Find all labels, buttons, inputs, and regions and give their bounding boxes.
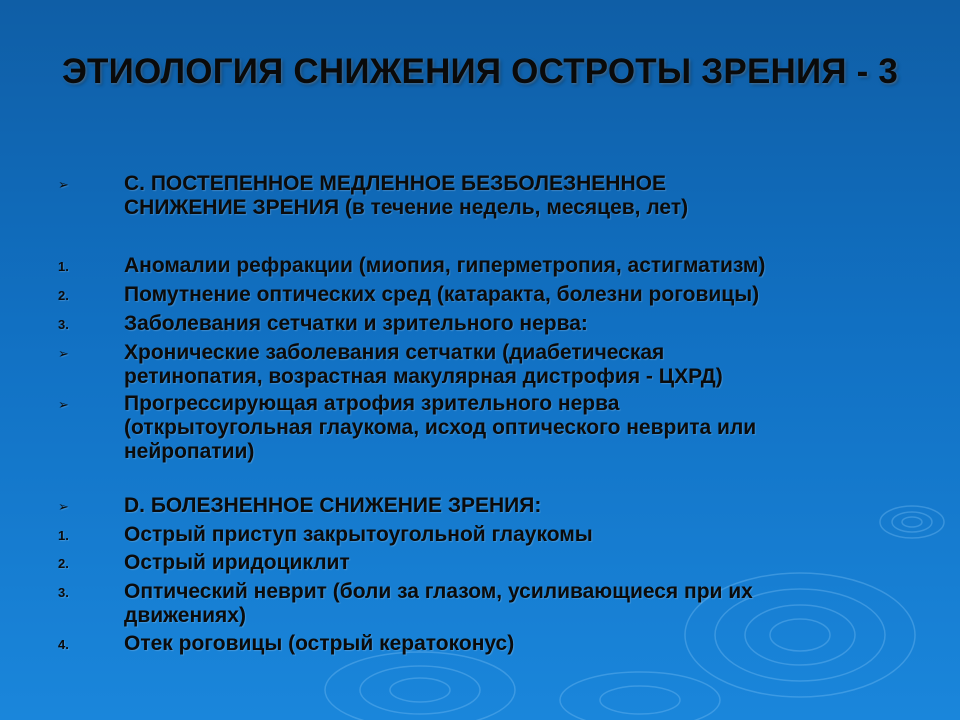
list-item-line: движениях) [124, 604, 246, 627]
arrow-bullet-icon: ➢ [58, 177, 69, 192]
list-item-line: (открытоугольная глаукома, исход оптического неврита или [124, 416, 757, 439]
list-number: 2. [58, 556, 69, 571]
list-item-line: Хронические заболевания сетчатки (диабетическая [124, 341, 665, 364]
arrow-bullet-icon: ➢ [58, 397, 69, 412]
list-item-text [124, 172, 874, 220]
list-item-text [124, 580, 874, 628]
list-item-line: Острый приступ закрытоугольной глаукомы [124, 523, 593, 546]
list-number: 1. [58, 528, 69, 543]
list-item-line: Заболевания сетчатки и зрительного нерва: [124, 312, 588, 335]
list-item-line: ретинопатия, возрастная макулярная дистрофия - ЦХРД) [124, 365, 723, 388]
slide-title: ЭТИОЛОГИЯ СНИЖЕНИЯ ОСТРОТЫ ЗРЕНИЯ - 3 [61, 52, 899, 91]
list-item-text [124, 494, 874, 518]
list-item-text [124, 551, 874, 575]
list-item-line: Острый иридоциклит [124, 551, 350, 574]
arrow-bullet-icon: ➢ [58, 346, 69, 361]
arrow-bullet-icon: ➢ [58, 499, 69, 514]
list-item-line: Прогрессирующая атрофия зрительного нерва [124, 392, 620, 415]
list-item-line: Помутнение оптических сред (катаракта, болезни роговицы) [124, 283, 760, 306]
list-item-line: D. БОЛЕЗНЕННОЕ СНИЖЕНИЕ ЗРЕНИЯ: [124, 494, 542, 517]
list-item-text [124, 632, 874, 656]
list-item-line: Оптический неврит (боли за глазом, усиливающиеся при их [124, 580, 753, 603]
list-item-text [124, 312, 874, 336]
list-item-text [124, 523, 874, 547]
list-item-line: СНИЖЕНИЕ ЗРЕНИЯ (в течение недель, месяцев, лет) [124, 196, 689, 219]
list-item-text [124, 392, 874, 464]
list-number: 2. [58, 288, 69, 303]
list-number: 3. [58, 585, 69, 600]
list-item-line: Отек роговицы (острый кератоконус) [124, 632, 515, 655]
list-number: 4. [58, 637, 69, 652]
list-number: 1. [58, 259, 69, 274]
list-number: 3. [58, 317, 69, 332]
list-item-text [124, 254, 874, 278]
list-item-line: Аномалии рефракции (миопия, гиперметропия, астигматизм) [124, 254, 766, 277]
list-item-text [124, 283, 874, 307]
list-item-line: С. ПОСТЕПЕННОЕ МЕДЛЕННОЕ БЕЗБОЛЕЗНЕННОЕ [124, 172, 666, 195]
list-item-line: нейропатии) [124, 440, 255, 463]
list-item-text [124, 341, 874, 389]
